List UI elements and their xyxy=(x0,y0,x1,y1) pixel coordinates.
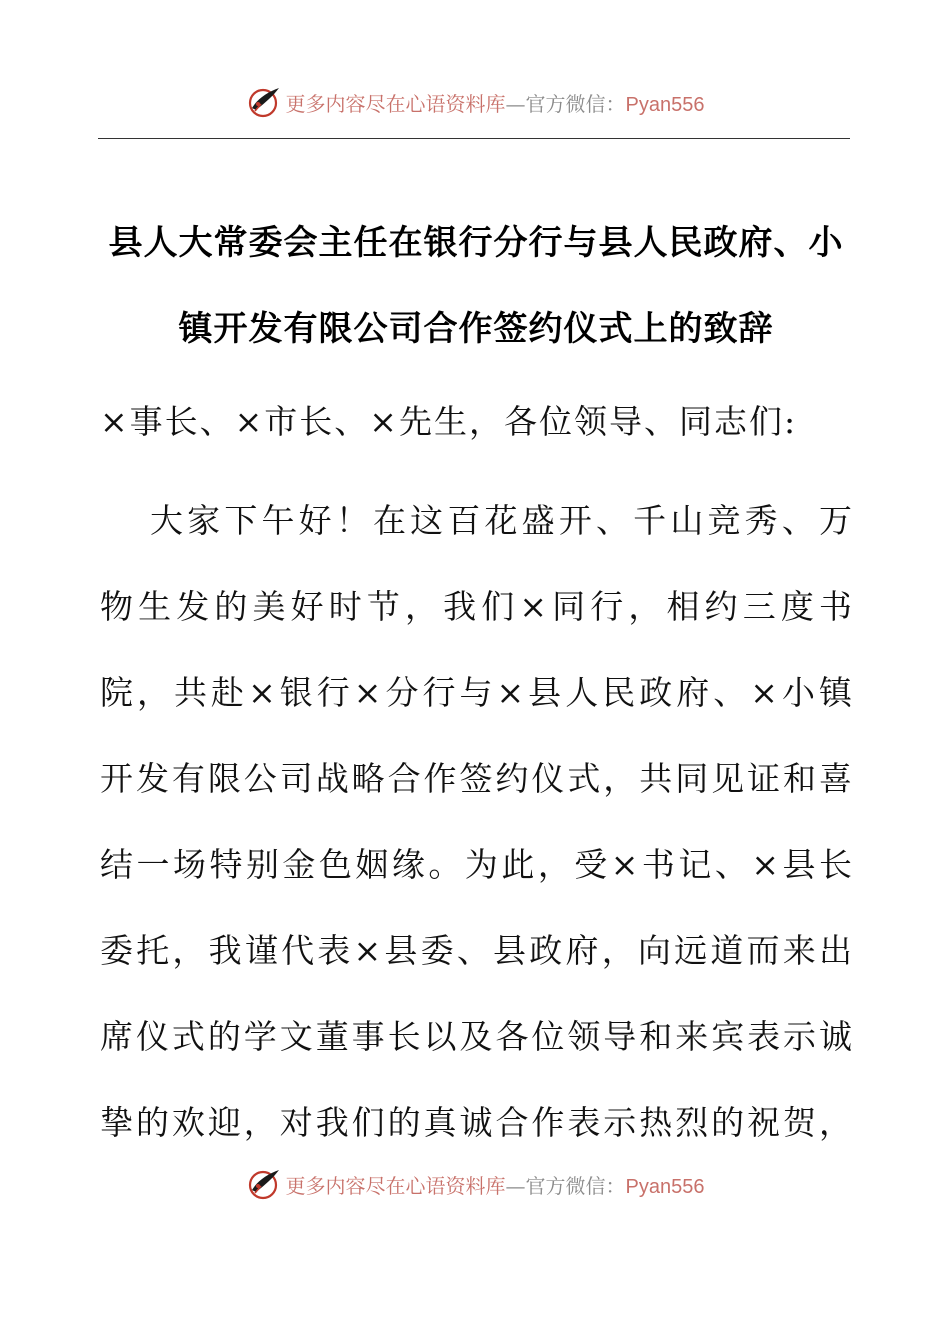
salutation: ×事长、×市长、×先生，各位领导、同志们: xyxy=(100,402,798,441)
body-line: 结一场特别金色姻缘。为此，受×书记、×县长 xyxy=(100,845,852,884)
title-line-1: 县人大常委会主任在银行分行与县人民政府、小 xyxy=(108,223,844,263)
footer-banner-id: Pyan556 xyxy=(625,1175,705,1198)
body-line: 大家下午好！在这百花盛开、千山竞秀、万 xyxy=(150,501,852,540)
title-line-2: 镇开发有限公司合作签约仪式上的致辞 xyxy=(178,309,774,349)
body-paragraph xyxy=(100,478,852,1166)
document-title xyxy=(100,200,852,372)
body-line: 席仪式的学文董事长以及各位领导和来宾表示诚 xyxy=(100,1017,852,1056)
body-line: 委托，我谨代表×县委、县政府，向远道而来出 xyxy=(100,931,852,970)
header-banner xyxy=(0,82,950,122)
body-line: 开发有限公司战略合作签约仪式，共同见证和喜 xyxy=(100,759,852,798)
header-banner-main: 更多内容尽在心语资料库 xyxy=(285,91,506,116)
body-line: 挚的欢迎，对我们的真诚合作表示热烈的祝贺， xyxy=(100,1103,852,1142)
header-banner-official: 官方微信： xyxy=(525,91,626,116)
footer-banner-official: 官方微信： xyxy=(525,1173,626,1198)
footer-banner xyxy=(0,1164,950,1204)
header-divider xyxy=(98,138,850,139)
header-banner-dash: — xyxy=(505,91,526,116)
quill-pen-logo-icon xyxy=(246,1166,282,1202)
body-line: 物生发的美好时节，我们×同行，相约三度书 xyxy=(100,587,852,626)
header-banner-text xyxy=(286,88,705,117)
footer-banner-text xyxy=(286,1170,705,1199)
quill-pen-logo-icon xyxy=(246,84,282,120)
body-line: 院，共赴×银行×分行与×县人民政府、×小镇 xyxy=(100,673,852,712)
footer-banner-main: 更多内容尽在心语资料库 xyxy=(285,1173,506,1198)
footer-banner-dash: — xyxy=(505,1173,526,1198)
header-banner-id: Pyan556 xyxy=(625,93,705,116)
